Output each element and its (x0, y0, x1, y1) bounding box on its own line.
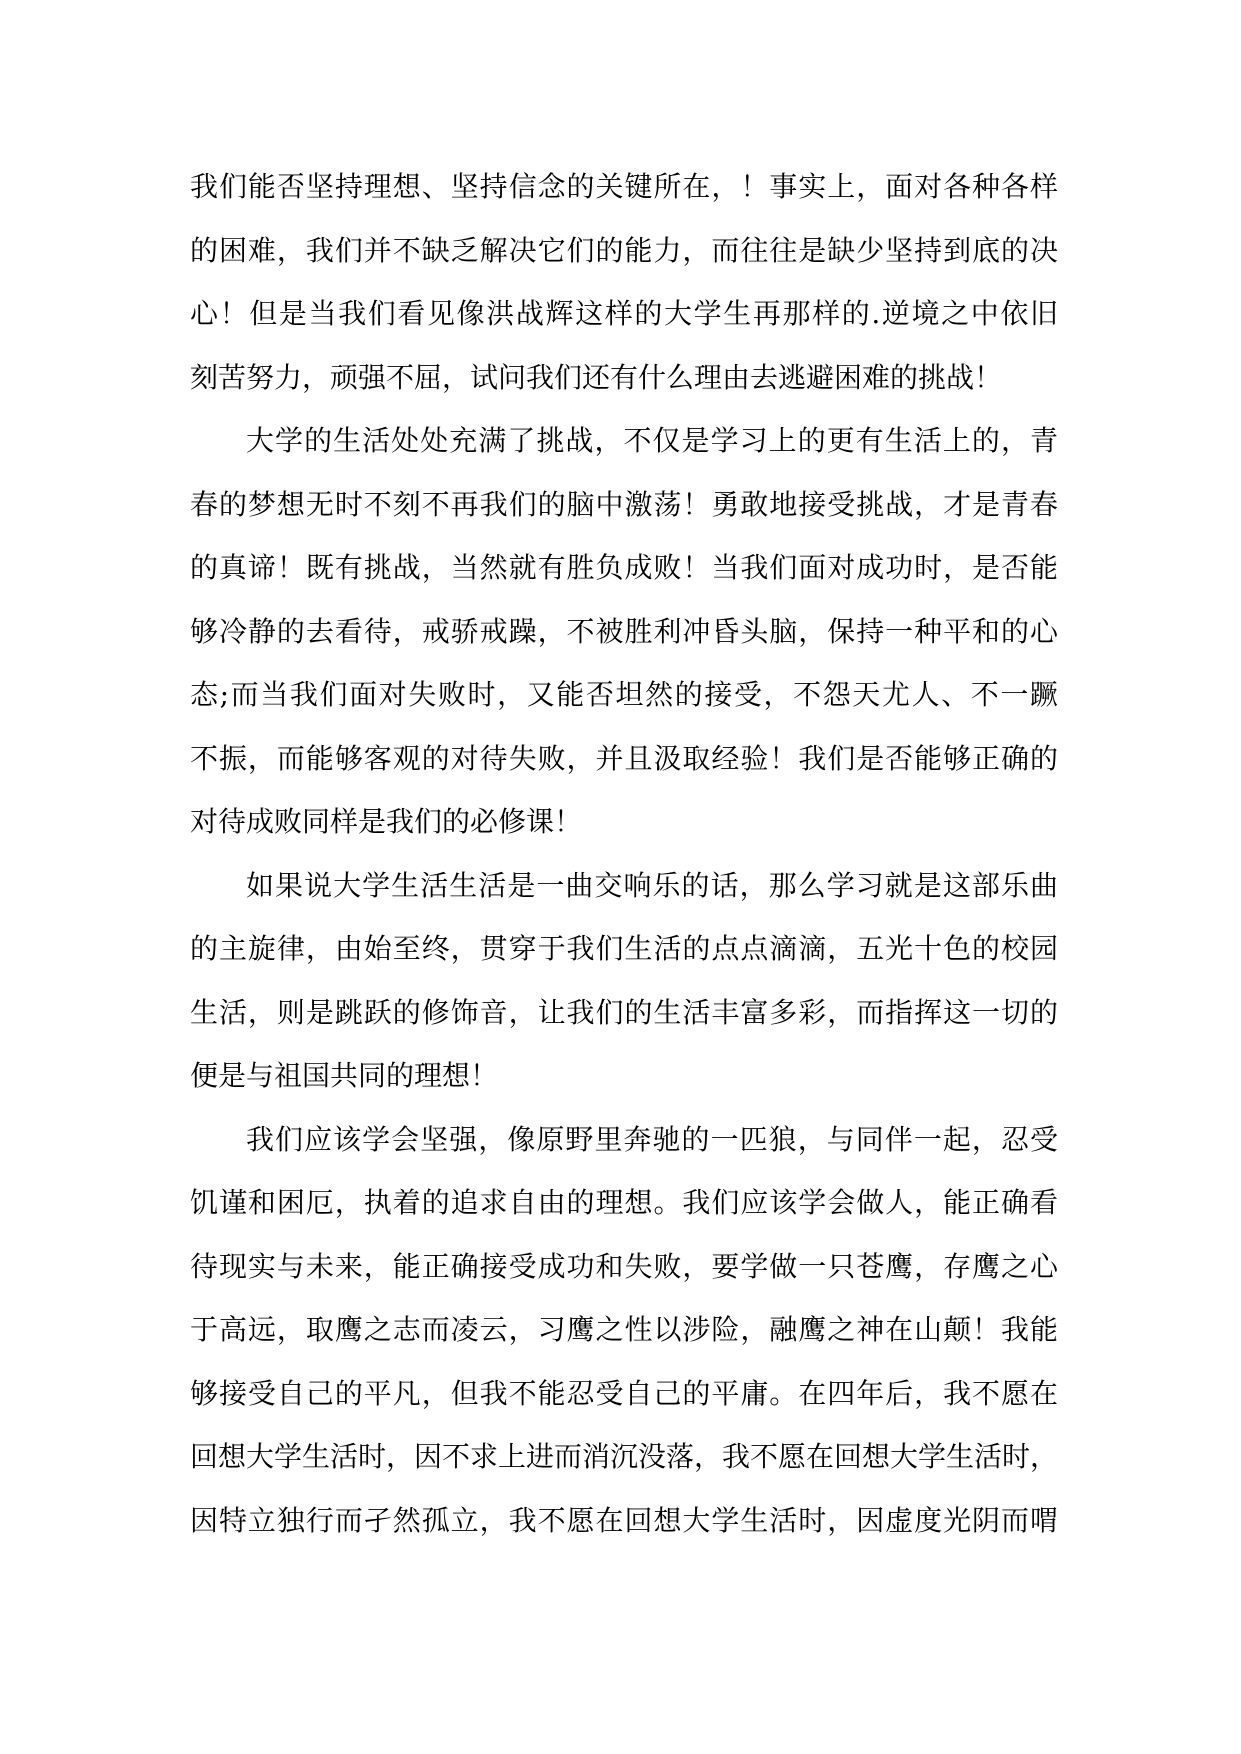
text-line: 因特立独行而孑然孤立，我不愿在回想大学生活时，因虚度光阴而喟 (190, 1503, 1058, 1537)
paragraph-first-line: 如果说大学生活生活是一曲交响乐的话，那么学习就是这部乐曲 (246, 868, 1058, 902)
text-line: 的真谛！既有挑战，当然就有胜负成败！当我们面对成功时，是否能 (190, 551, 1058, 584)
text-line: 的主旋律，由始至终，贯穿于我们生活的点点滴滴，五光十色的校园 (190, 932, 1058, 965)
text-line: 心！但是当我们看见像洪战辉这样的大学生再那样的.逆境之中依旧 (190, 297, 1058, 330)
text-line: 不振，而能够客观的对待失败，并且汲取经验！我们是否能够正确的 (190, 741, 1058, 775)
text-line: 饥谨和困厄，执着的追求自由的理想。我们应该学会做人，能正确看 (190, 1186, 1058, 1219)
text-line: 够冷静的去看待，戒骄戒躁，不被胜利冲昏头脑，保持一种平和的心 (190, 614, 1058, 648)
text-line: 态;而当我们面对失败时，又能否坦然的接受，不怨天尤人、不一蹶 (190, 678, 1058, 711)
paragraph-first-line: 我们应该学会坚强，像原野里奔驰的一匹狼，与同伴一起，忍受 (246, 1122, 1058, 1156)
text-line: 待现实与未来，能正确接受成功和失败，要学做一只苍鹰，存鹰之心 (190, 1249, 1058, 1283)
text-line: 的困难，我们并不缺乏解决它们的能力，而往往是缺少坚持到底的决 (190, 233, 1058, 267)
document-body (190, 155, 1058, 1552)
text-line: 便是与祖国共同的理想！ (190, 1059, 499, 1092)
text-line: 对待成败同样是我们的必修课！ (190, 805, 583, 838)
text-line: 春的梦想无时不刻不再我们的脑中激荡！勇敢地接受挑战，才是青春 (190, 487, 1058, 521)
text-line: 回想大学生活时，因不求上进而消沉没落，我不愿在回想大学生活时， (190, 1440, 1059, 1473)
text-line: 生活，则是跳跃的修饰音，让我们的生活丰富多彩，而指挥这一切的 (190, 995, 1058, 1029)
text-line: 于高远，取鹰之志而凌云，习鹰之性以涉险，融鹰之神在山颠！我能 (190, 1313, 1058, 1346)
text-line: 够接受自己的平凡，但我不能忍受自己的平庸。在四年后，我不愿在 (190, 1376, 1058, 1410)
paragraph-first-line: 大学的生活处处充满了挑战，不仅是学习上的更有生活上的，青 (246, 424, 1058, 457)
text-line: 我们能否坚持理想、坚持信念的关键所在，！事实上，面对各种各样 (190, 170, 1058, 203)
text-line: 刻苦努力，顽强不屈，试问我们还有什么理由去逃避困难的挑战！ (190, 360, 1003, 394)
